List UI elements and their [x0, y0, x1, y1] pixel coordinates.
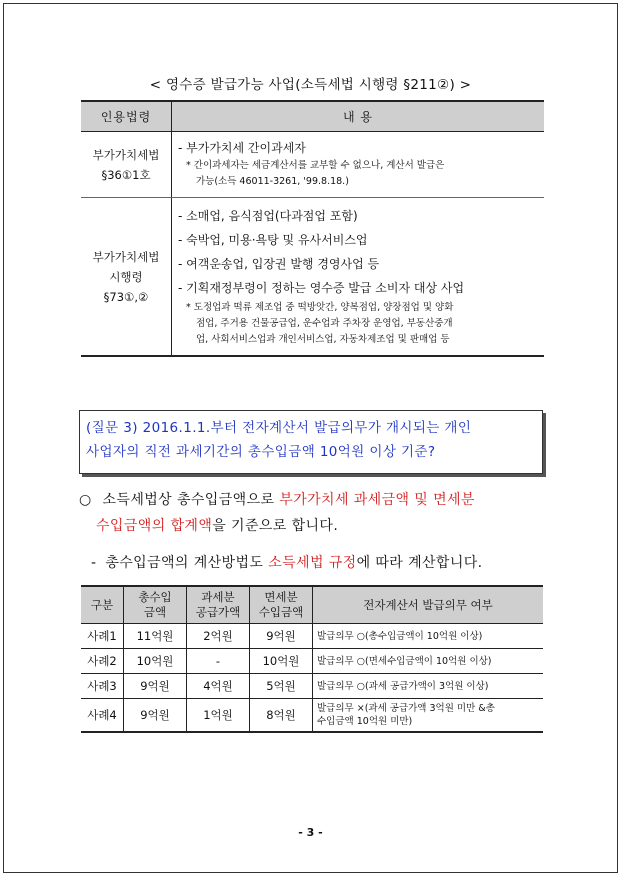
answer-paragraph-1-cont: 수입금액의 합계액을 기준으로 합니다.	[96, 518, 339, 534]
law-content-cell	[172, 132, 545, 198]
table-row: 사례3 9억원 4억원 5억원 발급의무 ○(과세 공급가액이 3억원 이상)	[81, 674, 543, 699]
highlight-text: 부가가치세 과세금액 및 면세분	[279, 492, 475, 508]
content-item: - 기획재정부령이 정하는 영수증 발급 소비자 대상 사업	[178, 281, 465, 295]
law-reference-table	[81, 100, 544, 357]
dash-marker: -	[91, 555, 97, 571]
answer-paragraph-2: - 총수입금액의 계산방법도 소득세법 규정에 따라 계산합니다.	[91, 555, 483, 571]
header-law-citation: 인용법령	[81, 101, 172, 132]
table-caption: < 영수증 발급가능 사업(소득세법 시행령 §211②) >	[149, 77, 472, 93]
answer-paragraph-1: ○ 소득세법상 총수입금액으로 부가가치세 과세금액 및 면세분	[79, 492, 475, 508]
header-content: 내 용	[172, 101, 545, 132]
page-number: - 3 -	[298, 826, 323, 839]
table-row: 사례1 11억원 2억원 9억원 발급의무 ○(총수입금액이 10억원 이상)	[81, 624, 543, 649]
table-row: 사례4 9억원 1억원 8억원 발급의무 ×(과세 공급가액 3억원 미만 &총 수입금액 10억원 미만)	[81, 699, 543, 733]
header-total-revenue: 총수입 금액	[124, 586, 187, 624]
table-row: 사례2 10억원 - 10억원 발급의무 ○(면세수입금액이 10억원 이상)	[81, 649, 543, 674]
law-table-row	[81, 132, 544, 198]
law-table-header-row	[81, 101, 544, 132]
case-table	[81, 585, 543, 733]
content-item: - 소매업, 음식점업(다과점업 포함)	[178, 209, 358, 223]
content-item: - 부가가치세 간이과세자	[178, 141, 306, 155]
content-note: * 도정업과 떡류 제조업 중 떡방앗간, 양복점업, 양장점업 및 양화 점업, 주거용 건물공급업, 운수업과 주차장 운영업, 부동산중개 업, 사회서비스업과 개인서비스업, 자동차제조업 및 판매업 등	[186, 302, 454, 345]
law-citation-cell: 부가가치세법 시행령 §73①,②	[81, 198, 172, 357]
law-citation-cell: 부가가치세법 §36①1호	[81, 132, 172, 198]
question-box	[79, 410, 543, 474]
bullet-circle: ○	[79, 492, 92, 508]
header-category: 구분	[81, 586, 124, 624]
header-exempt-revenue: 면세분 수입금액	[250, 586, 313, 624]
law-content-cell	[172, 198, 545, 357]
header-taxable-supply: 과세분 공급가액	[187, 586, 250, 624]
header-obligation: 전자계산서 발급의무 여부	[313, 586, 544, 624]
content-item: - 여객운송업, 입장권 발행 경영사업 등	[178, 257, 380, 271]
question-text: (질문 3) 2016.1.1.부터 전자계산서 발급의무가 개시되는 개인 사업자의 직전 과세기간의 총수입금액 10억원 이상 기준?	[86, 420, 472, 460]
content-item: - 숙박업, 미용·욕탕 및 유사서비스업	[178, 233, 368, 247]
law-table-row	[81, 198, 544, 357]
highlight-text: 소득세법 규정	[268, 555, 357, 571]
highlight-text: 수입금액의 합계액	[96, 518, 213, 534]
case-table-header-row	[81, 586, 543, 624]
content-note: * 간이과세자는 세금계산서를 교부할 수 없으나, 계산서 발급은 가능(소득 46011-3261, '99.8.18.)	[186, 160, 445, 187]
